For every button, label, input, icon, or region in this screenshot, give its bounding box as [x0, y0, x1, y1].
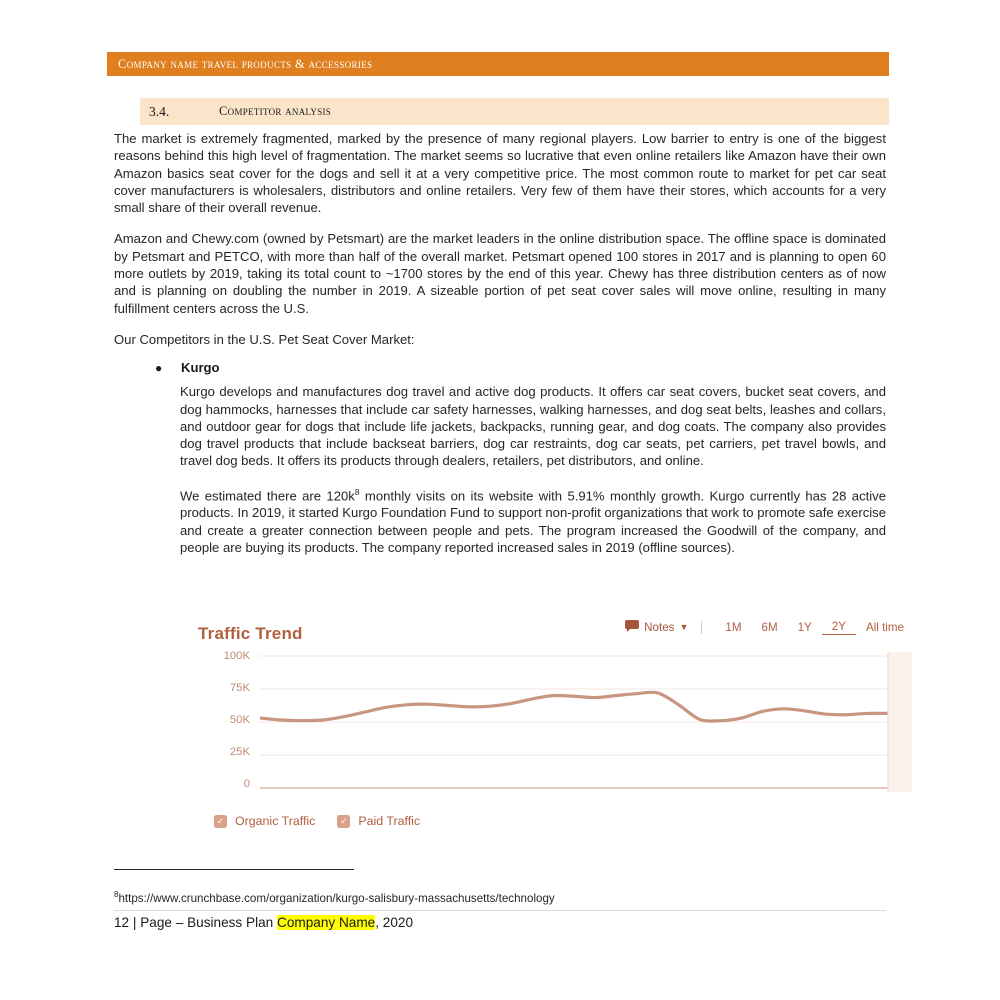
line-chart-canvas — [260, 652, 914, 790]
y-tick-0: 0 — [243, 778, 250, 790]
y-axis-labels — [198, 652, 250, 790]
footnote-url: https://www.crunchbase.com/organization/kurgo-salisbury-massachusetts/technology — [118, 891, 555, 905]
chevron-down-icon: ▼ — [679, 622, 689, 632]
chart-header — [198, 618, 914, 650]
chart-plot-area — [198, 652, 914, 802]
notes-dropdown-button[interactable] — [625, 620, 701, 635]
competitor-name: Kurgo — [181, 360, 220, 376]
y-tick-50k: 50K — [229, 714, 250, 726]
footer-suffix: , 2020 — [375, 915, 414, 930]
kurgo-traffic-text-after: monthly visits on its website with 5.91% monthly growth. Kurgo currently has 28 active products. In 2019, it started Kurgo Foundation Fund to support non-profit organizations that work to promote safe exercise and create a greater connection between people and pets. The program increased the Goodwill of the company, and people are buying its products. The company reported increased sales in 2019 (offline sources). — [180, 488, 887, 555]
running-header-title: Company name travel products & accessories — [118, 56, 373, 71]
kurgo-traffic-text-before: We estimated there are 120k — [180, 488, 355, 504]
range-option-1m[interactable]: 1M — [725, 621, 742, 634]
traffic-trend-widget — [198, 618, 914, 840]
chart-title: Traffic Trend — [198, 624, 303, 643]
range-option-all-time[interactable]: All time — [865, 621, 904, 634]
right-edge-band — [888, 652, 912, 792]
organic-traffic-checkbox[interactable]: ✓ — [214, 815, 227, 828]
legend-label-organic-traffic: Organic Traffic — [235, 814, 316, 828]
page-footer — [114, 915, 413, 930]
organic-traffic-line — [260, 692, 912, 721]
speech-bubble-icon — [625, 620, 639, 635]
traffic-line-svg — [260, 652, 912, 792]
range-option-1y[interactable]: 1Y — [797, 621, 812, 634]
running-header-bar — [107, 52, 889, 76]
paragraph-market-leaders: Amazon and Chewy.com (owned by Petsmart) are the market leaders in the online distribution space. The offline space is dominated by Petsmart and PETCO, with more than half of the overall market. Petsmart opened 100 stores in 2017 and is planning to open 60 more outlets by 2019, taking its total count to ~1700 stores by the end of this year. Chewy has three distribution centers as of now and is planning on doubling the number in 2019. A sizeable portion of pet seat cover sales will move online, resulting in many fulfillment centers across the U.S. — [114, 231, 886, 316]
footnote-entry — [114, 890, 555, 905]
y-tick-25k: 25K — [229, 746, 250, 758]
chart-legend — [214, 814, 420, 828]
chart-controls — [625, 620, 914, 635]
bullet-dot-icon: ● — [155, 361, 163, 376]
competitors-lead-line: Our Competitors in the U.S. Pet Seat Cover Market: — [114, 331, 415, 347]
footnote-reference-8: 8 — [354, 486, 360, 497]
y-tick-75k: 75K — [229, 682, 250, 694]
footer-separator — [114, 910, 886, 911]
footer-company-name-highlight: Company Name — [277, 915, 376, 930]
chart-gridlines — [260, 656, 912, 788]
legend-label-paid-traffic: Paid Traffic — [358, 814, 421, 828]
range-option-6m[interactable]: 6M — [761, 621, 778, 634]
controls-divider — [701, 621, 702, 634]
footer-page-prefix: 12 | Page – Business Plan — [114, 915, 277, 930]
y-tick-100k: 100K — [223, 650, 250, 662]
section-number: 3.4. — [149, 103, 170, 119]
bullet-item-kurgo — [114, 360, 886, 377]
body-column — [114, 130, 886, 570]
competitor-description-block — [180, 383, 886, 556]
paragraph-kurgo-traffic — [180, 484, 886, 557]
footnote-separator — [114, 869, 354, 870]
paid-traffic-checkbox[interactable]: ✓ — [337, 815, 350, 828]
legend-item-paid-traffic[interactable] — [337, 814, 420, 828]
paragraph-kurgo-products: Kurgo develops and manufactures dog travel and active dog products. It offers car seat covers, bucket seat covers, and dog hammocks, harnesses that include car safety harnesses, walking harnesses, and dog seat belts, leashes and collars, and outdoor gear for dogs that include life jackets, backpacks, running gear, and dog coats. The company also provides dog travel products that include backseat barriers, dog car restraints, dog car seats, pet carriers, pet travel bowls, and travel dog beds. It offers its products through dealers, retailers, pet distributors, and online. — [180, 384, 886, 469]
notes-label: Notes — [644, 621, 675, 634]
section-heading-band — [140, 98, 889, 125]
section-title: competitor analysis — [219, 104, 332, 118]
footnote-marker: 8 — [114, 890, 119, 899]
range-option-2y[interactable]: 2Y — [822, 620, 856, 635]
legend-item-organic-traffic[interactable] — [214, 814, 315, 828]
paragraph-market-fragmentation: The market is extremely fragmented, marked by the presence of many regional players. Low barrier to entry is one of the biggest reasons behind this high level of fragmentation. The market seems so lucrative that even online retailers like Amazon have their own Amazon basics seat cover for the dogs and sell it at a very competitive price. The most common route to market for pet car seat cover manufacturers is wholesalers, distributors and online retailers. Very few of them have their stores, which accounts for a very small share of their overall revenue. — [114, 131, 886, 216]
